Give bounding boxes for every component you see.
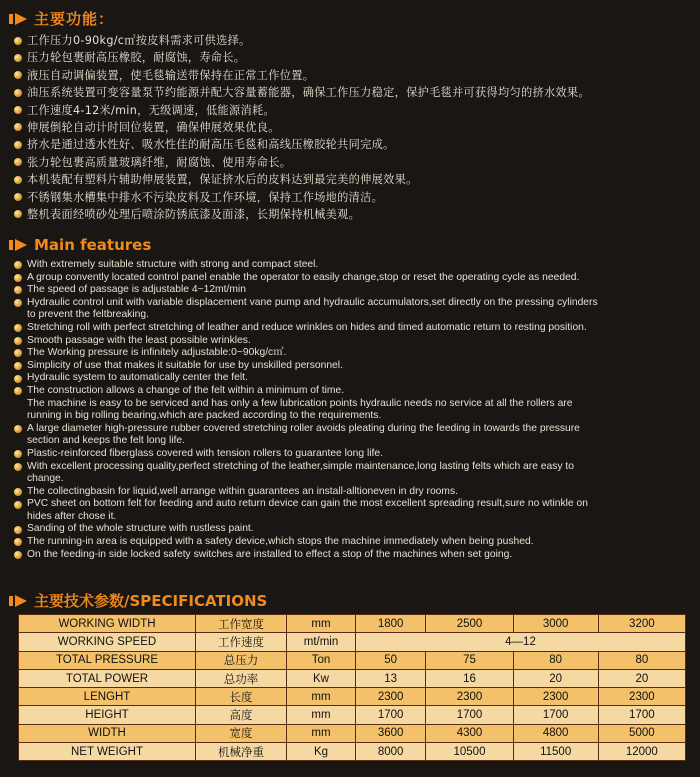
spec-label: TOTAL PRESSURE (19, 651, 196, 669)
spec-unit: mt/min (287, 633, 356, 651)
spec-label-cn: 工作速度 (196, 633, 287, 651)
en-feature-text: The running-in area is equipped with a safety device,which stops the machine immediately when being pushed. (27, 536, 534, 548)
zh-feature-text: 不锈钢集水槽集中排水不污染皮料及工作环境，保持工作场地的清洁。 (27, 190, 384, 204)
spec-value: 10500 (426, 743, 513, 761)
bullet-icon (14, 71, 22, 79)
spec-value: 2300 (356, 688, 426, 706)
spec-value: 50 (356, 651, 426, 669)
en-feature-text: Smooth passage with the least possible wrinkles. (27, 334, 251, 346)
spec-unit: Kw (287, 669, 356, 687)
zh-feature-text: 液压自动调偏装置，使毛毯输送带保持在正常工作位置。 (27, 68, 315, 82)
bullet-icon (14, 387, 22, 395)
en-feature-item (14, 284, 690, 297)
spec-row (19, 724, 686, 742)
en-feature-item (14, 360, 690, 373)
spec-value: 12000 (598, 743, 685, 761)
bullet-icon (14, 193, 22, 201)
spec-value: 20 (513, 669, 598, 687)
bullet-icon (14, 158, 22, 166)
spec-row (19, 688, 686, 706)
bullet-icon (14, 299, 22, 307)
spec-row (19, 669, 686, 687)
zh-feature-item (14, 136, 690, 153)
en-feature-continuation (14, 511, 690, 524)
spec-value: 1700 (598, 706, 685, 724)
spec-value: 1700 (426, 706, 513, 724)
zh-features-header (8, 8, 114, 29)
zh-feature-item (14, 119, 690, 136)
spec-value: 75 (426, 651, 513, 669)
en-feature-item (14, 347, 690, 360)
spec-value: 2300 (426, 688, 513, 706)
specifications-table (18, 614, 686, 761)
spec-value: 1700 (513, 706, 598, 724)
en-feature-continuation (14, 410, 690, 423)
zh-feature-text: 挤水是通过透水性好、吸水性佳的耐高压毛毯和高线压橡胶轮共同完成。 (27, 138, 395, 152)
spec-value: 8000 (356, 743, 426, 761)
spec-header (8, 590, 267, 611)
spec-label: WIDTH (19, 724, 196, 742)
spec-row (19, 615, 686, 633)
en-feature-text: Sanding of the whole structure with rustless paint. (27, 523, 254, 535)
en-feature-text: On the feeding-in side locked safety switches are installed to effect a stop of the machines when set going. (27, 548, 513, 560)
spec-label: TOTAL POWER (19, 669, 196, 687)
spec-label-cn: 宽度 (196, 724, 287, 742)
spec-unit: Ton (287, 651, 356, 669)
bullet-icon (14, 274, 22, 282)
zh-feature-text: 本机装配有塑料片辅助伸展装置，保证挤水后的皮料达到最完美的伸展效果。 (27, 173, 418, 187)
spec-label-cn: 工作宽度 (196, 615, 287, 633)
bullet-icon (14, 286, 22, 294)
en-feature-text: Hydraulic control unit with variable displacement vane pump and hydraulic accumulators,set directly on the pressing cylinders (27, 296, 598, 308)
spec-row (19, 633, 686, 651)
spec-value: 5000 (598, 724, 685, 742)
en-feature-item (14, 259, 690, 272)
spec-row (19, 706, 686, 724)
en-features-header (8, 236, 151, 254)
bullet-icon (14, 106, 22, 114)
bullet-icon (14, 538, 22, 546)
zh-feature-item (14, 49, 690, 66)
spec-value: 4800 (513, 724, 598, 742)
zh-feature-text: 张力轮包裹高质量玻璃纤维，耐腐蚀、使用寿命长。 (27, 155, 292, 169)
bullet-icon (14, 425, 22, 433)
en-feature-text: Stretching roll with perfect stretching of leather and reduce wrinkles on hides and timed automatic return to resting position. (27, 321, 587, 333)
en-feature-text: With excellent processing quality,perfect stretching of the leather,simple maintenance,long lasting felts which are easy to (27, 460, 574, 472)
spec-value: 20 (598, 669, 685, 687)
spec-label-cn: 高度 (196, 706, 287, 724)
spec-label-cn: 长度 (196, 688, 287, 706)
en-feature-text: PVC sheet on bottom felt for feeding and auto return device can gain the most excellent spreading result,sure no wtinkle on (27, 498, 588, 510)
en-feature-text: to prevent the feltbreaking. (27, 309, 149, 321)
bullet-icon (14, 123, 22, 131)
bullet-icon (14, 37, 22, 45)
bullet-icon (14, 210, 22, 218)
spec-unit: mm (287, 688, 356, 706)
spec-value: 2300 (598, 688, 685, 706)
zh-feature-item (14, 102, 690, 119)
en-feature-text: hides after chose it. (27, 510, 117, 522)
bullet-icon (14, 362, 22, 370)
zh-feature-text: 油压系统装置可变容量泵节约能源并配大容量蓄能器，确保工作压力稳定，保护毛毯并可获得均匀的挤水效果。 (27, 86, 590, 100)
en-feature-item (14, 423, 690, 436)
en-feature-item (14, 297, 690, 310)
zh-feature-item (14, 171, 690, 188)
en-feature-item (14, 372, 690, 385)
spec-unit: mm (287, 724, 356, 742)
arrow-bar-icon (8, 11, 30, 27)
en-feature-continuation (14, 435, 690, 448)
en-feature-text: section and keeps the felt long life. (27, 435, 185, 447)
zh-feature-item (14, 154, 690, 171)
spec-value: 80 (598, 651, 685, 669)
spec-label: WORKING SPEED (19, 633, 196, 651)
spec-label-cn: 机械净重 (196, 743, 287, 761)
en-feature-item (14, 498, 690, 511)
spec-value: 1800 (356, 615, 426, 633)
spec-row (19, 743, 686, 761)
en-features-list (14, 259, 690, 561)
spec-value: 2500 (426, 615, 513, 633)
zh-feature-text: 伸展倒轮自动计时回位装置，确保伸展效果优良。 (27, 120, 280, 134)
bullet-icon (14, 176, 22, 184)
en-feature-item (14, 385, 690, 398)
en-feature-item (14, 448, 690, 461)
en-feature-text: The Working pressure is infinitely adjustable:0~90kg/c㎡. (27, 347, 287, 359)
bullet-icon (14, 488, 22, 496)
spec-value: 3200 (598, 615, 685, 633)
en-feature-text: The machine is easy to be serviced and has only a few lubrication points hydraulic needs no service at all the rollers are (27, 397, 573, 409)
en-feature-continuation (14, 398, 690, 411)
en-feature-text: Hydraulic system to automatically center the felt. (27, 372, 248, 384)
en-feature-item (14, 322, 690, 335)
en-feature-text: With extremely suitable structure with strong and compact steel. (27, 259, 319, 270)
en-feature-text: A large diameter high-pressure rubber covered stretching roller avoids pleating during the feeding in towards the pressure (27, 422, 580, 434)
spec-value: 3600 (356, 724, 426, 742)
bullet-icon (14, 324, 22, 332)
en-feature-text: Plastic-reinforced fiberglass covered with tension rollers to guarantee long life. (27, 447, 383, 459)
en-feature-continuation (14, 473, 690, 486)
spec-value: 80 (513, 651, 598, 669)
bullet-icon (14, 551, 22, 559)
en-feature-text: The speed of passage is adjustable 4~12mt/min (27, 284, 246, 296)
zh-feature-item (14, 206, 690, 223)
spec-label: HEIGHT (19, 706, 196, 724)
zh-feature-text: 工作速度4-12米/min，无级调速，低能源消耗。 (27, 103, 275, 117)
spec-row (19, 651, 686, 669)
spec-value: 3000 (513, 615, 598, 633)
spec-value: 1700 (356, 706, 426, 724)
en-feature-item (14, 272, 690, 285)
spec-value: 13 (356, 669, 426, 687)
en-feature-text: change. (27, 473, 64, 485)
spec-label: LENGHT (19, 688, 196, 706)
spec-unit: Kg (287, 743, 356, 761)
zh-feature-text: 压力轮包裹耐高压橡胶，耐腐蚀，寿命长。 (27, 51, 246, 65)
en-feature-text: A group convently located control panel enable the operator to easily change,stop or reset the operating cycle as needed. (27, 271, 580, 283)
en-feature-text: Simplicity of use that makes it suitable for use by unskilled personnel. (27, 359, 343, 371)
zh-feature-item (14, 84, 690, 101)
zh-feature-text: 整机表面经喷砂处理后喷涂防锈底漆及面漆，长期保持机械美观。 (27, 207, 361, 221)
bullet-icon (14, 450, 22, 458)
arrow-bar-icon (8, 237, 30, 253)
en-feature-text: running in big rolling bearing,which are packed according to the requirements. (27, 410, 382, 422)
bullet-icon (14, 501, 22, 509)
bullet-icon (14, 349, 22, 357)
spec-label: WORKING WIDTH (19, 615, 196, 633)
en-features-title: Main features (34, 236, 152, 254)
en-feature-item (14, 461, 690, 474)
bullet-icon (14, 526, 22, 534)
spec-value: 11500 (513, 743, 598, 761)
en-feature-item (14, 549, 690, 562)
spec-value: 4—12 (356, 633, 686, 651)
bullet-icon (14, 141, 22, 149)
en-feature-text: The construction allows a change of the felt within a minimum of time. (27, 384, 345, 396)
spec-value: 4300 (426, 724, 513, 742)
zh-feature-item (14, 32, 690, 49)
en-feature-item (14, 523, 690, 536)
bullet-icon (14, 89, 22, 97)
spec-value: 2300 (513, 688, 598, 706)
en-feature-continuation (14, 309, 690, 322)
bullet-icon (14, 337, 22, 345)
arrow-bar-icon (8, 593, 30, 609)
spec-label: NET WEIGHT (19, 743, 196, 761)
zh-feature-item (14, 67, 690, 84)
en-feature-item (14, 486, 690, 499)
spec-label-cn: 总压力 (196, 651, 287, 669)
bullet-icon (14, 375, 22, 383)
en-feature-text: The collectingbasin for liquid,well arrange within guarantees an install-alltioneven in dry rooms. (27, 485, 458, 497)
spec-unit: mm (287, 706, 356, 724)
zh-features-list (14, 32, 690, 223)
zh-feature-text: 工作压力0-90kg/c㎡按皮料需求可供选择。 (27, 34, 251, 47)
zh-features-title: 主要功能： (34, 10, 115, 28)
bullet-icon (14, 463, 22, 471)
zh-feature-item (14, 189, 690, 206)
en-feature-item (14, 536, 690, 549)
spec-unit: mm (287, 615, 356, 633)
spec-title: 主要技术参数/SPECIFICATIONS (34, 592, 268, 610)
spec-value: 16 (426, 669, 513, 687)
bullet-icon (14, 54, 22, 62)
spec-label-cn: 总功率 (196, 669, 287, 687)
en-feature-item (14, 335, 690, 348)
bullet-icon (14, 261, 22, 269)
